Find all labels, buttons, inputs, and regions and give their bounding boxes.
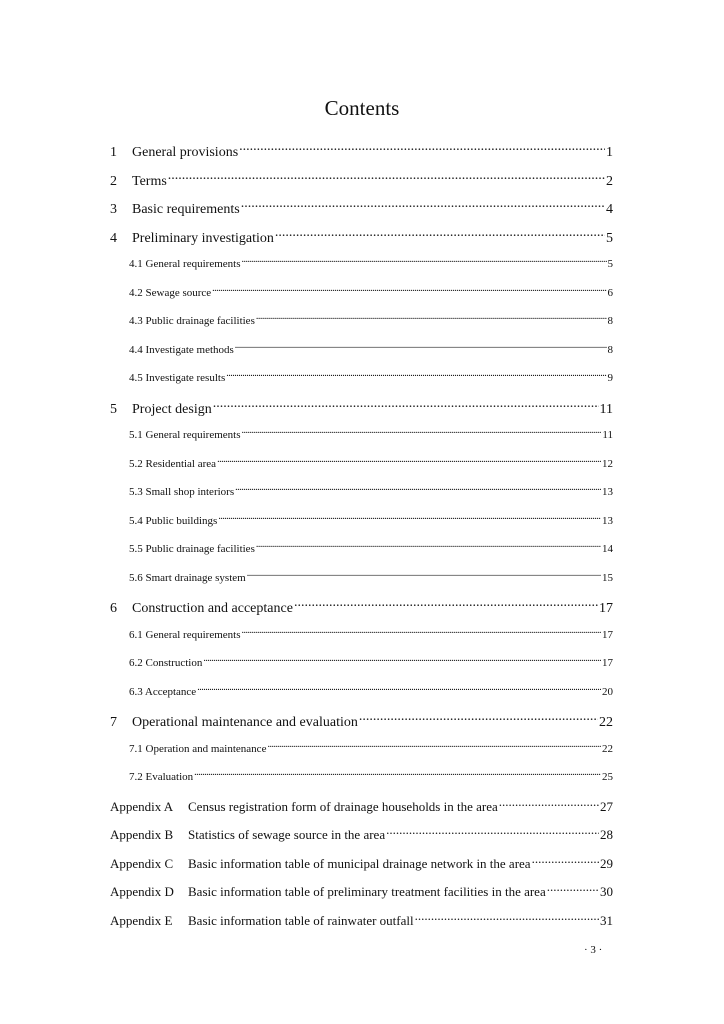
- entry-page-number: 12: [602, 457, 613, 470]
- toc-section-entry[interactable]: [129, 427, 613, 442]
- toc-appendix-entry[interactable]: [110, 826, 613, 844]
- toc-section-entry[interactable]: [129, 541, 613, 556]
- appendix-label: Appendix E: [110, 912, 173, 928]
- entry-page-number: 4: [606, 202, 613, 217]
- entry-title: Terms: [132, 173, 167, 189]
- toc-section-entry[interactable]: [129, 769, 613, 784]
- entry-title: 6.2 Construction: [129, 657, 203, 669]
- entry-page-number: 5: [606, 230, 613, 246]
- entry-page-number: 31: [600, 912, 613, 928]
- dot-leader: [239, 142, 605, 156]
- entry-title: 5.1 General requirements: [129, 429, 241, 441]
- entry-title: 5.5 Public drainage facilities: [129, 543, 255, 555]
- entry-page-number: 28: [600, 827, 613, 842]
- toc-section-entry[interactable]: [129, 285, 613, 300]
- entry-title: 4.5 Investigate results: [129, 372, 226, 384]
- dot-leader: [217, 456, 601, 467]
- toc-section-entry[interactable]: [129, 627, 613, 642]
- toc-chapter-entry[interactable]: [110, 199, 613, 219]
- dot-leader: [532, 855, 599, 868]
- entry-page-number: 25: [602, 771, 613, 783]
- entry-title: 4.2 Sewage source: [129, 286, 212, 299]
- dot-leader: [168, 171, 605, 185]
- entry-title: 6.1 General requirements: [129, 628, 241, 641]
- entry-title: Construction and acceptance: [132, 601, 293, 616]
- entry-title: 5.4 Public buildings: [129, 514, 218, 527]
- entry-page-number: 17: [602, 657, 613, 669]
- entry-page-number: 1: [606, 145, 613, 160]
- toc-appendix-entry[interactable]: [110, 883, 613, 901]
- chapter-number: 1: [110, 145, 117, 160]
- entry-title: Project design: [132, 401, 212, 417]
- entry-page-number: 17: [599, 601, 613, 616]
- entry-page-number: 29: [600, 855, 613, 871]
- toc-section-entry[interactable]: [129, 313, 613, 328]
- entry-title: 7.1 Operation and maintenance: [129, 742, 267, 755]
- entry-title: Census registration form of drainage households in the area: [188, 798, 498, 814]
- dot-leader: [235, 484, 601, 495]
- chapter-number: 6: [110, 601, 117, 616]
- dot-leader: [241, 627, 601, 638]
- dot-leader: [415, 912, 599, 925]
- appendix-label: Appendix B: [110, 827, 174, 842]
- dot-leader: [386, 826, 599, 839]
- chapter-number: 4: [110, 230, 117, 246]
- dot-leader: [547, 883, 599, 896]
- dot-leader: [247, 570, 601, 581]
- dot-leader: [203, 655, 601, 666]
- toc-chapter-entry[interactable]: [110, 399, 613, 419]
- entry-page-number: 14: [602, 543, 613, 555]
- toc-section-entry[interactable]: [129, 342, 613, 357]
- entry-page-number: 11: [602, 429, 613, 441]
- entry-title: General provisions: [132, 145, 239, 160]
- page-title: Contents: [324, 96, 400, 120]
- entry-title: Statistics of sewage source in the area: [188, 827, 386, 842]
- entry-title: 6.3 Acceptance: [129, 685, 197, 698]
- dot-leader: [213, 399, 599, 413]
- toc-appendix-entry[interactable]: [110, 855, 613, 873]
- entry-page-number: 17: [602, 628, 613, 641]
- toc-chapter-entry[interactable]: [110, 142, 613, 162]
- chapter-number: 7: [110, 715, 117, 730]
- appendix-label: Appendix A: [110, 798, 174, 814]
- entry-page-number: 22: [602, 742, 613, 755]
- entry-title: 4.3 Public drainage facilities: [129, 315, 255, 327]
- entry-title: Preliminary investigation: [132, 230, 274, 246]
- entry-page-number: 15: [602, 571, 613, 584]
- dot-leader: [256, 313, 607, 324]
- toc-section-entry[interactable]: [129, 655, 613, 670]
- dot-leader: [241, 256, 606, 267]
- entry-title: Basic information table of preliminary treatment facilities in the area: [188, 884, 546, 899]
- entry-page-number: 20: [602, 685, 613, 698]
- toc-chapter-entry[interactable]: [110, 598, 613, 618]
- dot-leader: [226, 370, 606, 381]
- entry-page-number: 8: [607, 315, 613, 327]
- entry-page-number: 13: [602, 486, 613, 498]
- toc-section-entry[interactable]: [129, 256, 613, 271]
- dot-leader: [194, 769, 601, 780]
- entry-page-number: 8: [607, 343, 613, 356]
- entry-page-number: 27: [600, 798, 613, 814]
- toc-section-entry[interactable]: [129, 570, 613, 585]
- entry-page-number: 13: [602, 514, 613, 527]
- entry-page-number: 30: [600, 884, 613, 899]
- toc-chapter-entry[interactable]: [110, 712, 613, 732]
- dot-leader: [241, 199, 605, 213]
- entry-page-number: 11: [599, 401, 613, 417]
- toc-chapter-entry[interactable]: [110, 228, 613, 248]
- entry-title: 5.2 Residential area: [129, 457, 217, 470]
- toc-section-entry[interactable]: [129, 484, 613, 499]
- toc-section-entry[interactable]: [129, 456, 613, 471]
- dot-leader: [197, 684, 601, 695]
- entry-title: Operational maintenance and evaluation: [132, 715, 358, 730]
- dot-leader: [499, 798, 599, 811]
- entry-page-number: 5: [607, 258, 613, 270]
- toc-appendix-entry[interactable]: [110, 912, 613, 930]
- appendix-label: Appendix D: [110, 884, 174, 899]
- dot-leader: [212, 285, 606, 296]
- entry-title: 4.4 Investigate methods: [129, 343, 234, 356]
- dot-leader: [267, 741, 601, 752]
- dot-leader: [256, 541, 601, 552]
- entry-page-number: 9: [607, 372, 613, 384]
- toc-appendix-entry[interactable]: [110, 798, 613, 816]
- toc-section-entry[interactable]: [129, 741, 613, 756]
- entry-title: 4.1 General requirements: [129, 258, 241, 270]
- entry-title: 5.3 Small shop interiors: [129, 486, 235, 498]
- entry-title: Basic requirements: [132, 202, 240, 217]
- toc-chapter-entry[interactable]: [110, 171, 613, 191]
- toc-section-entry[interactable]: [129, 370, 613, 385]
- entry-page-number: 2: [606, 173, 613, 189]
- entry-title: 5.6 Smart drainage system: [129, 571, 246, 584]
- toc-section-entry[interactable]: [129, 684, 613, 699]
- entry-title: Basic information table of municipal drainage network in the area: [188, 855, 531, 871]
- entry-page-number: 22: [599, 715, 613, 730]
- appendix-label: Appendix C: [110, 855, 174, 871]
- entry-title: Basic information table of rainwater outfall: [188, 912, 414, 928]
- chapter-number: 3: [110, 202, 117, 217]
- dot-leader: [294, 598, 598, 612]
- dot-leader: [241, 427, 601, 438]
- chapter-number: 5: [110, 401, 117, 417]
- dot-leader: [235, 342, 607, 353]
- dot-leader: [275, 228, 605, 242]
- page-number: · 3 ·: [584, 944, 603, 956]
- chapter-number: 2: [110, 173, 117, 189]
- dot-leader: [359, 712, 598, 726]
- entry-page-number: 6: [607, 286, 613, 299]
- entry-title: 7.2 Evaluation: [129, 771, 194, 783]
- toc-section-entry[interactable]: [129, 513, 613, 528]
- dot-leader: [218, 513, 601, 524]
